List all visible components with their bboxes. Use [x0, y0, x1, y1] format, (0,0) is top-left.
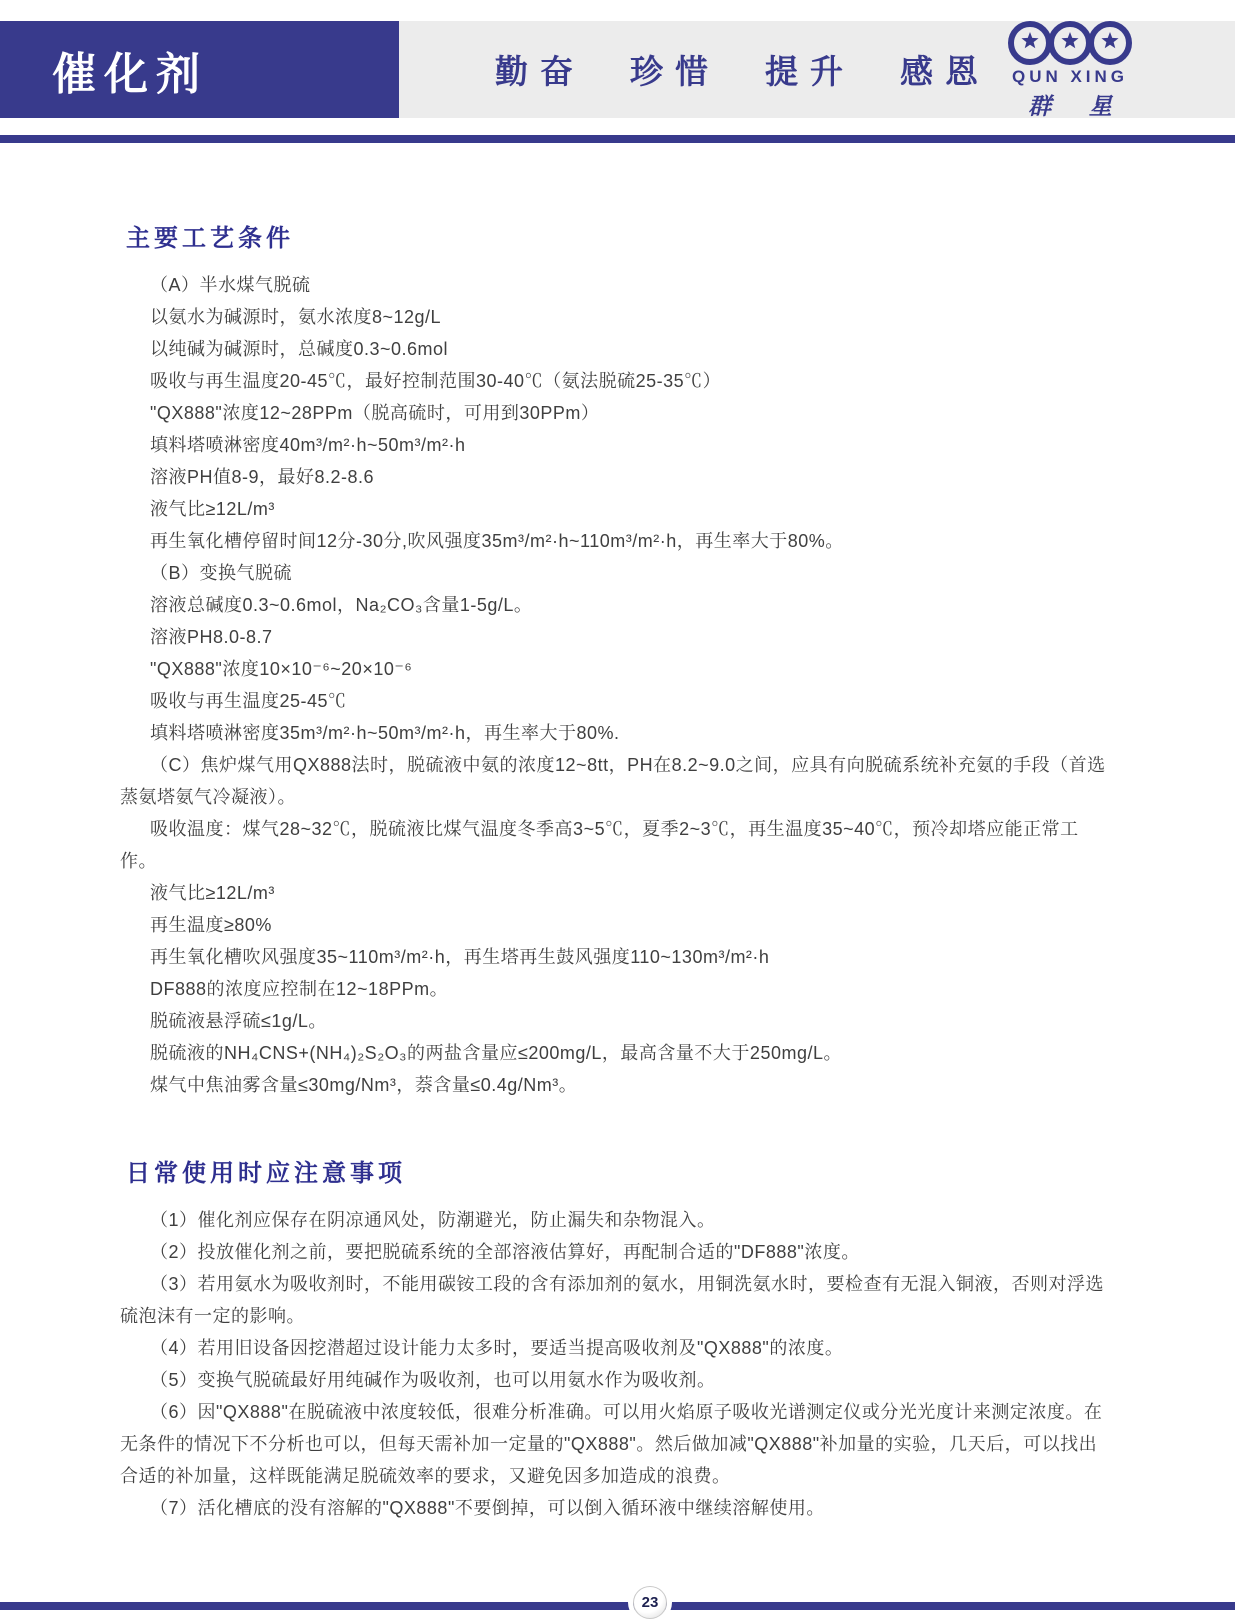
paragraph: 填料塔喷淋密度35m³/m²·h~50m³/m²·h，再生率大于80%.: [150, 723, 620, 743]
page-title: 催化剂: [52, 49, 208, 99]
paragraph: 以氨水为碱源时，氨水浓度8~12g/L: [150, 307, 442, 327]
section-heading-usage-notes: 日常使用时应注意事项: [126, 1160, 406, 1187]
paragraph: （7）活化槽底的没有溶解的"QX888"不要倒掉，可以倒入循环液中继续溶解使用。: [150, 1498, 825, 1518]
document-body: [120, 218, 1108, 1524]
paragraph: （C）焦炉煤气用QX888法时，脱硫液中氨的浓度12~8tt，PH在8.2~9.0之间，应具有向脱硫系统补充氨的手段（首选蒸氨塔氨气冷凝液）。: [120, 755, 1106, 807]
paragraph: 煤气中焦油雾含量≤30mg/Nm³，萘含量≤0.4g/Nm³。: [150, 1075, 578, 1095]
header-title-block: [0, 21, 399, 118]
paragraph: 溶液总碱度0.3~0.6mol，Na₂CO₃含量1-5g/L。: [150, 595, 533, 615]
paragraph: 液气比≥12L/m³: [150, 499, 275, 519]
paragraph: 吸收温度：煤气28~32℃，脱硫液比煤气温度冬季高3~5℃，夏季2~3℃，再生温度35~40℃，预冷却塔应能正常工作。: [120, 819, 1079, 871]
page-header: [0, 21, 1235, 118]
footer-rule: [0, 1602, 1235, 1610]
paragraph: 脱硫液的NH₄CNS+(NH₄)₂S₂O₃的两盐含量应≤200mg/L，最高含量不大于250mg/L。: [150, 1043, 842, 1063]
header-divider-rule: [0, 135, 1235, 143]
paragraph: 溶液PH值8-9，最好8.2-8.6: [150, 467, 375, 487]
paragraph: 脱硫液悬浮硫≤1g/L。: [150, 1011, 327, 1031]
paragraph: （6）因"QX888"在脱硫液中浓度较低，很难分析准确。可以用火焰原子吸收光谱测定仪或分光光度计来测定浓度。在无条件的情况下不分析也可以，但每天需补加一定量的"QX888"。然后做加减"QX888"补加量的实验，几天后，可以找出合适的补加量，这样既能满足脱硫效率的要求，又避免因多加造成的浪费。: [120, 1402, 1103, 1486]
logo-name-en: QUN XING: [1011, 67, 1129, 86]
header-banner: [399, 21, 1235, 118]
paragraph: "QX888"浓度12~28PPm（脱高硫时，可用到30PPm）: [150, 403, 600, 423]
paragraph: 以纯碱为碱源时，总碱度0.3~0.6mol: [150, 339, 449, 359]
logo-name-cn: 群 星: [1028, 94, 1128, 119]
paragraph: 吸收与再生温度25-45℃: [150, 691, 347, 711]
page-number: 23: [641, 1594, 659, 1611]
paragraph: （2）投放催化剂之前，要把脱硫系统的全部溶液估算好，再配制合适的"DF888"浓度。: [150, 1242, 860, 1262]
paragraph: DF888的浓度应控制在12~18PPm。: [150, 979, 449, 999]
paragraph: 再生氧化槽吹风强度35~110m³/m²·h，再生塔再生鼓风强度110~130m³/m²·h: [150, 947, 770, 967]
page-number-badge: [633, 1586, 667, 1619]
paragraph: 填料塔喷淋密度40m³/m²·h~50m³/m²·h: [150, 435, 466, 455]
paragraph: 再生氧化槽停留时间12分-30分,吹风强度35m³/m²·h~110m³/m²·h，再生率大于80%。: [150, 531, 844, 551]
paragraph: （4）若用旧设备因挖潜超过设计能力太多时，要适当提高吸收剂及"QX888"的浓度。: [150, 1338, 844, 1358]
paragraph: 液气比≥12L/m³: [150, 883, 275, 903]
paragraph: 吸收与再生温度20-45℃，最好控制范围30-40℃（氨法脱硫25-35℃）: [150, 371, 722, 391]
paragraph: "QX888"浓度10×10⁻⁶~20×10⁻⁶: [150, 659, 413, 679]
paragraph: 溶液PH8.0-8.7: [150, 627, 273, 647]
paragraph: （3）若用氨水为吸收剂时，不能用碳铵工段的含有添加剂的氨水，用铜洗氨水时，要检查有无混入铜液，否则对浮选硫泡沫有一定的影响。: [120, 1274, 1105, 1326]
three-rings-with-stars-icon: [995, 20, 1145, 66]
company-logo: [995, 18, 1145, 121]
paragraph: 再生温度≥80%: [150, 915, 272, 935]
paragraph: （1）催化剂应保存在阴凉通风处，防潮避光，防止漏失和杂物混入。: [150, 1210, 716, 1230]
section-heading-process-conditions: 主要工艺条件: [126, 225, 294, 252]
header-slogan: 勤奋 珍惜 提升 感恩: [495, 53, 990, 90]
paragraph: （A）半水煤气脱硫: [150, 275, 311, 295]
paragraph: （B）变换气脱硫: [150, 563, 293, 583]
paragraph: （5）变换气脱硫最好用纯碱作为吸收剂，也可以用氨水作为吸收剂。: [150, 1370, 716, 1390]
